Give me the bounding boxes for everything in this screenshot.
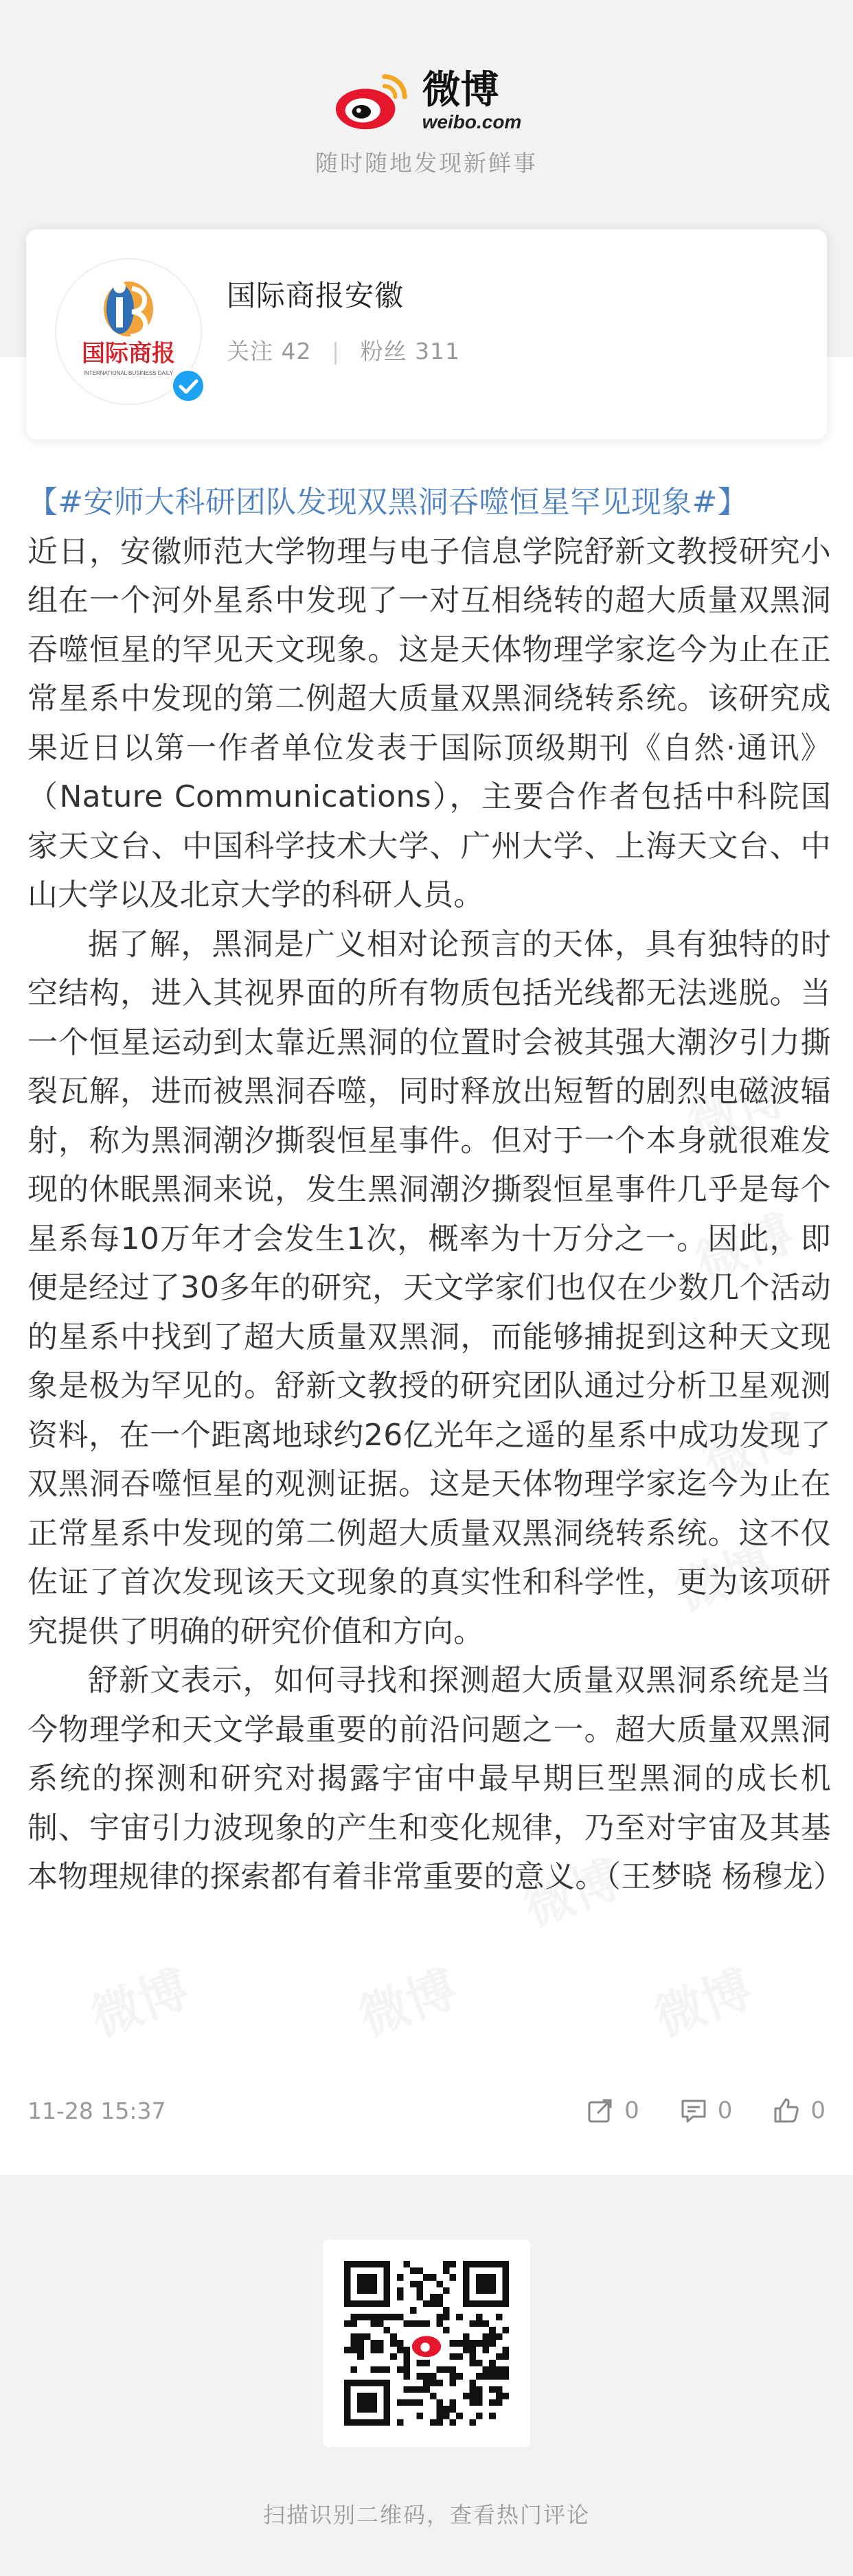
followers-label: 粉丝 — [360, 338, 407, 365]
repost-count: 0 — [624, 2097, 639, 2124]
weibo-eye-icon — [332, 67, 413, 135]
post-footer — [27, 2090, 826, 2131]
following-count[interactable]: 42 — [281, 338, 312, 365]
qr-code-icon — [344, 2261, 509, 2426]
profile-card[interactable] — [26, 229, 827, 439]
account-stats — [227, 334, 460, 366]
like-count: 0 — [810, 2097, 826, 2124]
brand-slogan: 随时随地发现新鲜事 — [315, 150, 538, 176]
like-button[interactable] — [772, 2096, 826, 2125]
comment-button[interactable] — [679, 2096, 733, 2125]
post-hashtag[interactable]: 【#安师大科研团队发现双黑洞吞噬恒星罕见现象#】 — [27, 485, 748, 520]
repost-icon — [586, 2096, 615, 2125]
verified-badge-icon — [169, 367, 207, 405]
qr-tip: 扫描识别二维码，查看热门评论 — [262, 2502, 590, 2528]
post-paragraph-1: 近日，安徽师范大学物理与电子信息学院舒新文教授研究小组在一个河外星系中发现了一对互相绕转的超大质量双黑洞吞噬恒星的罕见天文现象。这是天体物理学家迄今为止在正常星系中发现的第二例超大质量双黑洞绕转系统。该研究成果近日以第一作者单位发表于国际顶级期刊《自然·通讯》（Nature Communications），主要合作者包括中科院国家天文台、中国科学技术大学、广州大学、上海天文台、中山大学以及北京大学的科研人员。 — [27, 533, 831, 912]
weibo-logo — [0, 63, 853, 139]
qr-code[interactable] — [323, 2240, 530, 2447]
followers-count[interactable]: 311 — [415, 338, 461, 365]
avatar-text-cn: 国际商报 — [82, 340, 175, 367]
avatar-text-en: INTERNATIONAL BUSINESS DAILY — [83, 370, 174, 376]
brand-name: 微博 — [422, 68, 499, 113]
post-paragraph-3: 舒新文表示，如何寻找和探测超大质量双黑洞系统是当今物理学和天文学最重要的前沿问题之一。超大质量双黑洞系统的探测和研究对揭露宇宙中最早期巨型黑洞的成长机制、宇宙引力波现象的产生和变化规律，乃至对宇宙及其基本物理规律的探索都有着非常重要的意义。（王梦晓 杨穆龙） — [27, 1663, 844, 1894]
repost-button[interactable] — [586, 2096, 639, 2125]
following-label: 关注 — [227, 338, 273, 365]
post-timestamp: 11-28 15:37 — [27, 2097, 166, 2124]
stats-divider: | — [332, 338, 341, 365]
post-paragraph-2: 据了解，黑洞是广义相对论预言的天体，具有独特的时空结构，进入其视界面的所有物质包括光线都无法逃脱。当一个恒星运动到太靠近黑洞的位置时会被其强大潮汐引力撕裂瓦解，进而被黑洞吞噬，同时释放出短暂的剧烈电磁波辐射，称为黑洞潮汐撕裂恒星事件。但对于一个本身就很难发现的休眠黑洞来说，发生黑洞潮汐撕裂恒星事件几乎是每个星系每10万年才会发生1次，概率为十万分之一。因此，即便是经过了30多年的研究，天文学家们也仅在少数几个活动的星系中找到了超大质量双黑洞，而能够捕捉到这种天文现象是极为罕见的。舒新文教授的研究团队通过分析卫星观测资料，在一个距离地球约26亿光年之遥的星系中成功发现了双黑洞吞噬恒星的观测证据。这是天体物理学家迄今为止在正常星系中发现的第二例超大质量双黑洞绕转系统。这不仅佐证了首次发现该天文现象的真实性和科学性，更为该项研究提供了明确的研究价值和方向。 — [27, 926, 831, 1649]
comment-count: 0 — [717, 2097, 733, 2124]
thumbs-up-icon — [772, 2096, 801, 2125]
account-name[interactable]: 国际商报安徽 — [227, 279, 405, 312]
brand-domain: weibo.com — [422, 111, 522, 133]
post-body — [27, 478, 844, 1902]
comment-icon — [679, 2096, 708, 2125]
